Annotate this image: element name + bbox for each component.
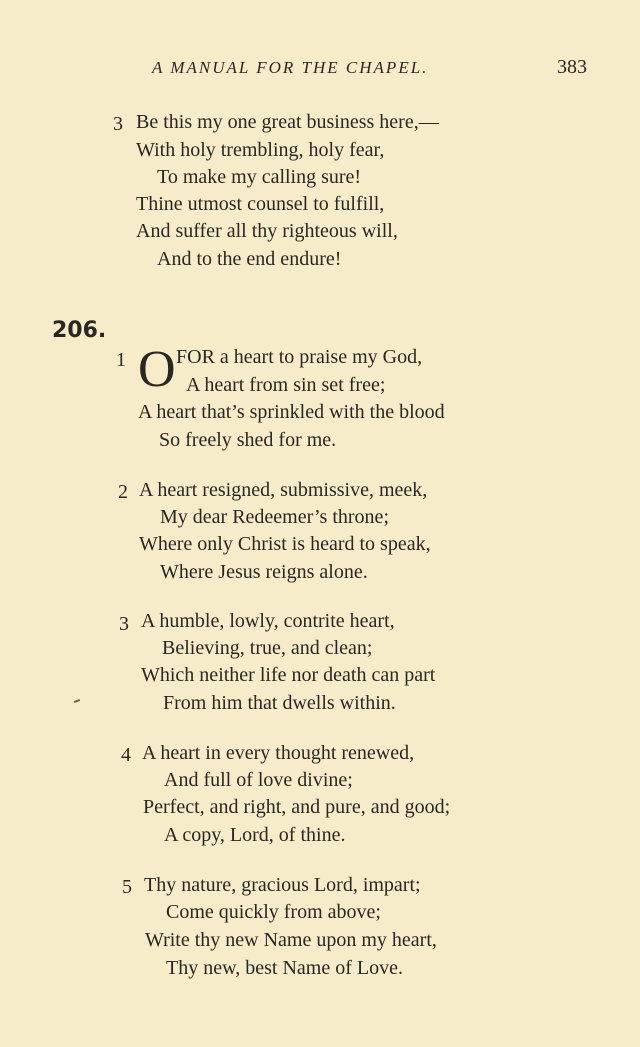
verse-line: FOR a heart to praise my God, <box>176 346 423 368</box>
verse-number: 3 <box>113 113 123 135</box>
verse-line: From him that dwells within. <box>163 692 396 714</box>
verse-line: Thy new, best Name of Love. <box>166 957 403 979</box>
margin-mark <box>74 699 80 703</box>
verse-line: A heart that’s sprinkled with the blood <box>138 401 445 423</box>
verse-line: Write thy new Name upon my heart, <box>145 929 437 951</box>
verse-line: A copy, Lord, of thine. <box>164 824 346 846</box>
verse-line: Come quickly from above; <box>166 901 381 923</box>
verse-line: Thine utmost counsel to fulfill, <box>136 193 385 215</box>
verse-line: Believing, true, and clean; <box>162 637 373 659</box>
page-number: 383 <box>557 56 587 78</box>
running-head: A MANUAL FOR THE CHAPEL. <box>152 58 429 77</box>
verse-number: 2 <box>118 481 128 503</box>
verse-line: A heart from sin set free; <box>186 374 386 396</box>
verse-line: My dear Redeemer’s throne; <box>160 506 389 528</box>
verse-number: 3 <box>119 613 129 635</box>
verse-number: 5 <box>122 876 132 898</box>
verse-line: And to the end endure! <box>157 248 342 270</box>
verse-line: A heart in every thought renewed, <box>142 742 415 764</box>
verse-line: So freely shed for me. <box>159 429 337 451</box>
verse-line: A humble, lowly, contrite heart, <box>141 610 395 632</box>
drop-cap: O <box>138 341 176 398</box>
verse-line: A heart resigned, submissive, meek, <box>139 479 428 501</box>
verse-line: Perfect, and right, and pure, and good; <box>143 796 451 818</box>
verse-line: Where Jesus reigns alone. <box>160 561 368 583</box>
verse-line: Be this my one great business here,— <box>136 111 439 133</box>
verse-number: 1 <box>116 349 126 371</box>
verse-number: 4 <box>121 744 131 766</box>
verse-line: To make my calling sure! <box>157 166 362 188</box>
verse-line: Which neither life nor death can part <box>141 664 436 686</box>
verse-line: Thy nature, gracious Lord, impart; <box>144 874 421 896</box>
verse-line: With holy trembling, holy fear, <box>136 139 385 161</box>
verse-line: And suffer all thy righteous will, <box>136 220 398 242</box>
hymn-number: 206. <box>52 318 107 343</box>
verse-line: Where only Christ is heard to speak, <box>139 533 431 555</box>
verse-line: And full of love divine; <box>164 769 353 791</box>
